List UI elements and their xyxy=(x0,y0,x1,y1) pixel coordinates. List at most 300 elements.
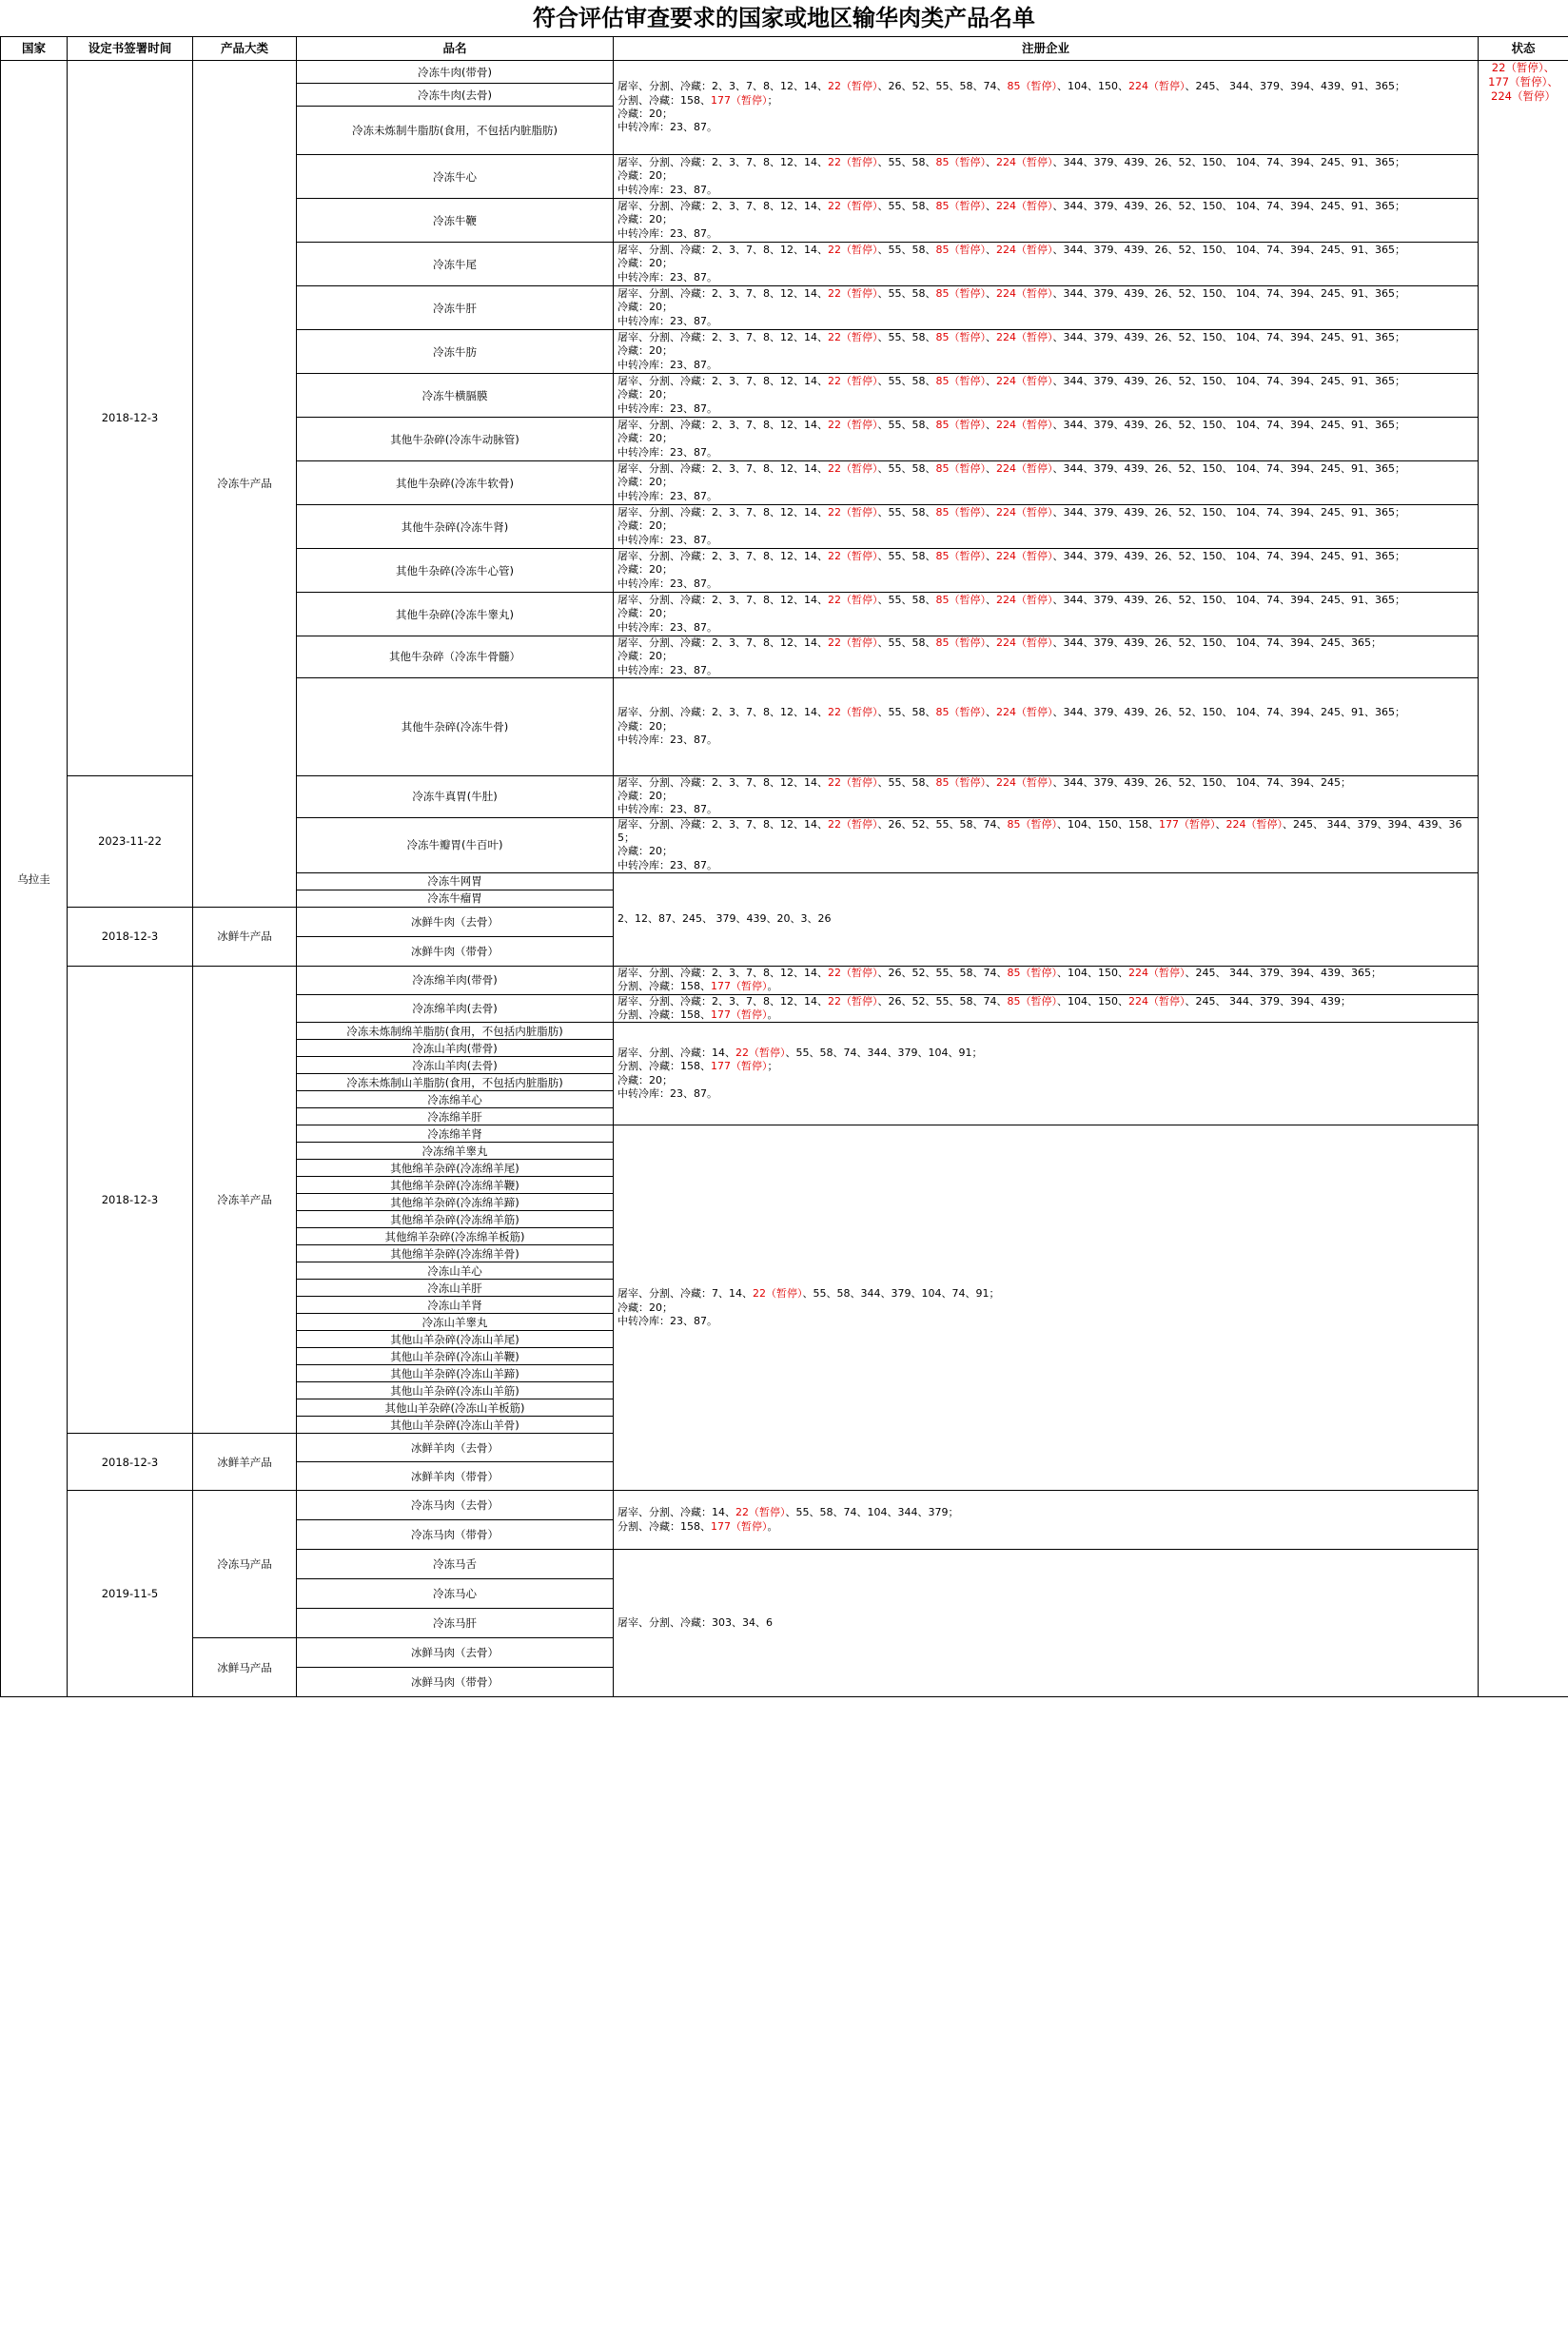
product-name-cell: 冰鲜马肉（带骨） xyxy=(297,1668,614,1697)
category-cell: 冷冻马产品 xyxy=(193,1491,297,1638)
enterprise-text: 、55、58、 xyxy=(877,506,936,519)
enterprise-line xyxy=(617,720,1474,734)
product-name-cell: 冷冻未炼制牛脂肪(食用，不包括内脏脂肪) xyxy=(297,107,614,155)
enterprise-text: 、 xyxy=(986,200,996,213)
enterprise-cell xyxy=(614,1125,1479,1491)
enterprise-text: 、55、58、 xyxy=(877,156,936,169)
enterprise-cell xyxy=(614,966,1479,994)
enterprise-line xyxy=(617,271,1474,284)
enterprise-cell xyxy=(614,199,1479,243)
suspended-enterprise: 85（暂停） xyxy=(1007,966,1057,979)
product-name-cell: 冷冻绵羊肝 xyxy=(297,1108,614,1125)
product-name-cell: 冷冻牛网胃 xyxy=(297,872,614,890)
suspended-enterprise: 85（暂停） xyxy=(1007,80,1057,93)
enterprise-text: ； xyxy=(767,93,778,107)
enterprise-text: 中转冷库：23、87。 xyxy=(617,401,717,415)
suspended-enterprise: 85（暂停） xyxy=(935,506,986,519)
enterprise-text: 。 xyxy=(767,980,778,993)
product-name-cell: 冷冻马肝 xyxy=(297,1609,614,1638)
suspended-enterprise: 224（暂停） xyxy=(1128,994,1186,1008)
suspended-enterprise: 85（暂停） xyxy=(935,200,986,213)
product-name-cell: 冷冻山羊肉(带骨) xyxy=(297,1040,614,1057)
enterprise-line xyxy=(617,344,1474,358)
product-name-cell: 其他绵羊杂碎(冷冻绵羊鞭) xyxy=(297,1177,614,1194)
enterprise-text: 屠宰、分割、冷藏：2、3、7、8、12、14、 xyxy=(617,80,828,93)
enterprise-line xyxy=(617,184,1474,197)
table-row xyxy=(1,966,1568,994)
enterprise-line xyxy=(617,621,1474,635)
enterprise-cell xyxy=(614,1550,1479,1697)
enterprise-text: 屠宰、分割、冷藏：14、 xyxy=(617,1506,735,1519)
product-name-cell: 其他牛杂碎（冷冻牛骨髓） xyxy=(297,636,614,678)
enterprise-line xyxy=(617,650,1474,663)
country-cell: 乌拉圭 xyxy=(1,61,68,1697)
enterprise-text: 、344、379、439、26、52、150、 104、74、394、245、91、365； xyxy=(1052,244,1405,257)
enterprise-text: 中转冷库：23、87。 xyxy=(617,620,717,634)
product-name-cell: 其他山羊杂碎(冷冻山羊板筋) xyxy=(297,1399,614,1417)
enterprise-line xyxy=(617,227,1474,241)
enterprise-line xyxy=(617,607,1474,620)
enterprise-text: 屠宰、分割、冷藏：2、3、7、8、12、14、 xyxy=(617,331,828,344)
enterprise-text: 冷藏：20； xyxy=(617,607,673,620)
suspended-enterprise: 22（暂停） xyxy=(828,636,878,649)
enterprise-text: 屠宰、分割、冷藏：2、3、7、8、12、14、 xyxy=(617,156,828,169)
enterprise-text: 、344、379、439、26、52、150、 104、74、394、245、91、365； xyxy=(1052,462,1405,476)
product-name-cell: 其他山羊杂碎(冷冻山羊骨) xyxy=(297,1417,614,1434)
enterprise-line xyxy=(617,803,1474,816)
product-name-cell: 冷冻牛尾 xyxy=(297,243,614,286)
suspended-enterprise: 224（暂停） xyxy=(996,506,1053,519)
enterprise-cell xyxy=(614,330,1479,374)
enterprise-text: 冷藏：20； xyxy=(617,301,673,314)
product-name-cell: 冷冻绵羊肉(去骨) xyxy=(297,994,614,1023)
product-name-cell: 其他牛杂碎(冷冻牛软骨) xyxy=(297,461,614,505)
suspended-enterprise: 224（暂停） xyxy=(996,156,1053,169)
suspended-enterprise: 22（暂停） xyxy=(828,419,878,432)
enterprise-cell xyxy=(614,374,1479,418)
enterprise-text: 屠宰、分割、冷藏：14、 xyxy=(617,1047,735,1060)
suspended-enterprise: 177（暂停） xyxy=(711,980,768,993)
enterprise-text: 中转冷库：23、87。 xyxy=(617,663,717,676)
enterprise-text: 2、12、87、245、 379、439、20、3、26 xyxy=(617,912,832,926)
suspended-enterprise: 224（暂停） xyxy=(996,419,1053,432)
product-name-cell: 其他绵羊杂碎(冷冻绵羊筋) xyxy=(297,1211,614,1228)
product-name-cell: 其他绵羊杂碎(冷冻绵羊蹄) xyxy=(297,1194,614,1211)
product-name-cell: 冷冻牛瘤胃 xyxy=(297,890,614,907)
suspended-enterprise: 85（暂停） xyxy=(935,462,986,476)
enterprise-text: 、344、379、439、26、52、150、 104、74、394、245、91、365； xyxy=(1052,331,1405,344)
enterprise-text: 、344、379、439、26、52、150、 104、74、394、245、91、365； xyxy=(1052,287,1405,301)
enterprise-line xyxy=(617,1087,1474,1101)
product-name-cell: 其他牛杂碎(冷冻牛动脉管) xyxy=(297,418,614,461)
enterprise-text: 屠宰、分割、冷藏：2、3、7、8、12、14、 xyxy=(617,550,828,563)
enterprise-cell xyxy=(614,817,1479,872)
enterprise-text: 、 xyxy=(1215,817,1226,831)
enterprise-text: 、 xyxy=(986,287,996,301)
enterprise-text: 冷藏：20； xyxy=(617,476,673,489)
enterprise-text: 、 xyxy=(986,636,996,649)
suspended-enterprise: 85（暂停） xyxy=(935,550,986,563)
suspended-enterprise: 224（暂停） xyxy=(996,375,1053,388)
enterprise-line xyxy=(617,1008,1474,1022)
header-enterprises: 注册企业 xyxy=(614,37,1479,61)
enterprise-line xyxy=(617,462,1474,476)
product-name-cell: 冷冻山羊肉(去骨) xyxy=(297,1057,614,1074)
enterprise-line xyxy=(617,1315,1474,1328)
enterprise-line xyxy=(617,534,1474,547)
enterprise-cell xyxy=(614,286,1479,330)
suspended-enterprise: 224（暂停） xyxy=(996,287,1053,301)
enterprise-line xyxy=(617,1520,1474,1534)
enterprise-cell xyxy=(614,636,1479,678)
enterprise-cell xyxy=(614,461,1479,505)
suspended-enterprise: 224（暂停） xyxy=(996,706,1053,719)
suspended-enterprise: 85（暂停） xyxy=(935,636,986,649)
suspended-enterprise: 85（暂停） xyxy=(935,156,986,169)
enterprise-text: 、55、58、74、104、344、379； xyxy=(785,1506,959,1519)
product-list-table xyxy=(0,36,1568,1697)
enterprise-cell xyxy=(614,549,1479,593)
enterprise-line xyxy=(617,315,1474,328)
enterprise-text: 屠宰、分割、冷藏：2、3、7、8、12、14、 xyxy=(617,966,828,979)
enterprise-text: 、55、58、344、379、104、74、91； xyxy=(802,1287,1000,1301)
product-name-cell: 冷冻牛肝 xyxy=(297,286,614,330)
category-cell: 冰鲜马产品 xyxy=(193,1638,297,1697)
suspended-enterprise: 85（暂停） xyxy=(935,706,986,719)
product-name-cell: 冷冻牛肉(带骨) xyxy=(297,61,614,84)
product-name-cell: 其他牛杂碎(冷冻牛骨) xyxy=(297,677,614,775)
enterprise-line xyxy=(617,776,1474,790)
enterprise-text: 屠宰、分割、冷藏：2、3、7、8、12、14、 xyxy=(617,994,828,1008)
category-cell: 冷冻羊产品 xyxy=(193,966,297,1433)
enterprise-line xyxy=(617,200,1474,213)
enterprise-line xyxy=(617,169,1474,183)
enterprise-line xyxy=(617,912,1474,926)
enterprise-text: 中转冷库：23、87。 xyxy=(617,121,717,134)
enterprise-text: 、55、58、 xyxy=(877,636,936,649)
enterprise-text: 冷藏：20； xyxy=(617,790,673,803)
suspended-enterprise: 22（暂停） xyxy=(735,1047,786,1060)
enterprise-line xyxy=(617,563,1474,577)
enterprise-text: 、 xyxy=(986,462,996,476)
suspended-enterprise: 177（暂停） xyxy=(1159,817,1216,831)
enterprise-line xyxy=(617,1301,1474,1315)
product-name-cell: 其他牛杂碎(冷冻牛睾丸) xyxy=(297,593,614,636)
category-cell: 冷冻牛产品 xyxy=(193,61,297,908)
enterprise-line xyxy=(617,519,1474,533)
header-category: 产品大类 xyxy=(193,37,297,61)
enterprise-text: 冷藏：20； xyxy=(617,719,673,733)
enterprise-text: 、 xyxy=(986,506,996,519)
header-product: 品名 xyxy=(297,37,614,61)
product-name-cell: 冷冻牛肉(去骨) xyxy=(297,84,614,107)
date-cell: 2018-12-3 xyxy=(68,61,193,776)
enterprise-line xyxy=(617,1060,1474,1073)
enterprise-line xyxy=(617,995,1474,1008)
product-name-cell: 其他绵羊杂碎(冷冻绵羊骨) xyxy=(297,1245,614,1262)
enterprise-cell xyxy=(614,418,1479,461)
enterprise-cell xyxy=(614,61,1479,155)
suspended-enterprise: 22（暂停） xyxy=(828,244,878,257)
enterprise-text: 、344、379、439、26、52、150、 104、74、394、245、91、365； xyxy=(1052,156,1405,169)
enterprise-text: 、245、 344、379、394、439、365； xyxy=(1185,966,1382,979)
enterprise-text: 屠宰、分割、冷藏：7、14、 xyxy=(617,1287,753,1301)
enterprise-text: 、55、58、 xyxy=(877,244,936,257)
suspended-enterprise: 224（暂停） xyxy=(996,594,1053,607)
enterprise-cell xyxy=(614,872,1479,966)
product-name-cell: 冰鲜羊肉（带骨） xyxy=(297,1462,614,1491)
header-status: 状态 xyxy=(1479,37,1568,61)
suspended-enterprise: 22（暂停） xyxy=(828,200,878,213)
enterprise-text: 、104、150、 xyxy=(1057,966,1128,979)
product-name-cell: 冷冻牛真胃(牛肚) xyxy=(297,775,614,817)
suspended-enterprise: 85（暂停） xyxy=(935,594,986,607)
enterprise-text: 、26、52、55、58、74、 xyxy=(877,994,1008,1008)
enterprise-text: 冷藏：20； xyxy=(617,845,673,858)
product-name-cell: 其他山羊杂碎(冷冻山羊鞭) xyxy=(297,1348,614,1365)
enterprise-line xyxy=(617,156,1474,169)
enterprise-text: 屠宰、分割、冷藏：2、3、7、8、12、14、 xyxy=(617,462,828,476)
status-cell: 22（暂停）、177（暂停）、224（暂停） xyxy=(1479,61,1568,1697)
enterprise-text: 、 xyxy=(986,775,996,789)
suspended-enterprise: 224（暂停） xyxy=(996,244,1053,257)
enterprise-line xyxy=(617,213,1474,226)
suspended-enterprise: 224（暂停） xyxy=(1225,817,1283,831)
enterprise-text: 、245、 344、379、394、439； xyxy=(1185,994,1351,1008)
enterprise-text: 中转冷库：23、87。 xyxy=(617,1314,717,1327)
enterprise-text: 分割、冷藏：158、 xyxy=(617,1008,711,1021)
suspended-enterprise: 22（暂停） xyxy=(828,375,878,388)
enterprise-line xyxy=(617,490,1474,503)
enterprise-text: 分割、冷藏：158、 xyxy=(617,93,711,107)
table-row xyxy=(1,1491,1568,1520)
suspended-enterprise: 177（暂停） xyxy=(711,1519,768,1533)
product-name-cell: 冰鲜马肉（去骨） xyxy=(297,1638,614,1668)
suspended-enterprise: 85（暂停） xyxy=(935,775,986,789)
suspended-enterprise: 85（暂停） xyxy=(935,244,986,257)
product-name-cell: 冷冻马舌 xyxy=(297,1550,614,1579)
enterprise-text: 中转冷库：23、87。 xyxy=(617,183,717,196)
enterprise-line xyxy=(617,359,1474,372)
product-name-cell: 其他牛杂碎(冷冻牛肾) xyxy=(297,505,614,549)
suspended-enterprise: 22（暂停） xyxy=(735,1506,786,1519)
enterprise-text: 中转冷库：23、87。 xyxy=(617,314,717,327)
enterprise-line xyxy=(617,577,1474,591)
enterprise-text: 屠宰、分割、冷藏：2、3、7、8、12、14、 xyxy=(617,419,828,432)
enterprise-text: 冷藏：20； xyxy=(617,344,673,358)
enterprise-line xyxy=(617,1506,1474,1519)
enterprise-text: 冷藏：20； xyxy=(617,169,673,183)
suspended-enterprise: 177（暂停） xyxy=(711,1008,768,1021)
enterprise-cell xyxy=(614,243,1479,286)
suspended-enterprise: 22（暂停） xyxy=(828,966,878,979)
enterprise-line xyxy=(617,402,1474,416)
suspended-enterprise: 22（暂停） xyxy=(828,775,878,789)
enterprise-line xyxy=(617,432,1474,445)
enterprise-cell xyxy=(614,1023,1479,1125)
enterprise-text: 、26、52、55、58、74、 xyxy=(877,80,1008,93)
enterprise-line xyxy=(617,476,1474,489)
enterprise-text: 、55、58、 xyxy=(877,419,936,432)
enterprise-text: 、245、 344、379、394、439、365； xyxy=(617,817,1462,845)
enterprise-text: 冷藏：20； xyxy=(617,388,673,401)
enterprise-text: 屠宰、分割、冷藏：2、3、7、8、12、14、 xyxy=(617,200,828,213)
suspended-enterprise: 22（暂停） xyxy=(828,994,878,1008)
enterprise-line xyxy=(617,388,1474,401)
suspended-enterprise: 22（暂停） xyxy=(828,594,878,607)
enterprise-text: 、 xyxy=(986,594,996,607)
enterprise-text: 、344、379、439、26、52、150、 104、74、394、245、91、365； xyxy=(1052,200,1405,213)
suspended-enterprise: 85（暂停） xyxy=(935,375,986,388)
enterprise-text: ； xyxy=(767,1060,778,1073)
table-row xyxy=(1,61,1568,84)
suspended-enterprise: 224（暂停） xyxy=(996,550,1053,563)
enterprise-text: 、104、150、 xyxy=(1057,80,1128,93)
suspended-enterprise: 177（暂停） xyxy=(711,93,768,107)
product-name-cell: 冷冻牛肪 xyxy=(297,330,614,374)
enterprise-line xyxy=(617,790,1474,803)
suspended-enterprise: 22（暂停） xyxy=(828,331,878,344)
product-name-cell: 冰鲜羊肉（去骨） xyxy=(297,1434,614,1462)
product-name-cell: 其他绵羊杂碎(冷冻绵羊尾) xyxy=(297,1160,614,1177)
enterprise-text: 、344、379、439、26、52、150、 104、74、394、245、91、365； xyxy=(1052,706,1405,719)
enterprise-text: 、344、379、439、26、52、150、 104、74、394、245、91、365； xyxy=(1052,550,1405,563)
enterprise-line xyxy=(617,80,1474,93)
product-name-cell: 冷冻牛心 xyxy=(297,155,614,199)
suspended-enterprise: 22（暂停） xyxy=(828,80,878,93)
product-name-cell: 冷冻马肉（去骨） xyxy=(297,1491,614,1520)
enterprise-text: 冷藏：20； xyxy=(617,108,673,120)
enterprise-text: 屠宰、分割、冷藏：2、3、7、8、12、14、 xyxy=(617,287,828,301)
header-date: 设定书签署时间 xyxy=(68,37,193,61)
product-name-cell: 冷冻绵羊心 xyxy=(297,1091,614,1108)
enterprise-text: 屠宰、分割、冷藏：2、3、7、8、12、14、 xyxy=(617,375,828,388)
enterprise-line xyxy=(617,664,1474,677)
enterprise-line xyxy=(617,331,1474,344)
enterprise-text: 、55、58、 xyxy=(877,462,936,476)
product-name-cell: 冷冻未炼制绵羊脂肪(食用，不包括内脏脂肪) xyxy=(297,1023,614,1040)
enterprise-text: 分割、冷藏：158、 xyxy=(617,1060,711,1073)
suspended-enterprise: 22（暂停） xyxy=(828,506,878,519)
enterprise-text: 、55、58、 xyxy=(877,200,936,213)
suspended-enterprise: 22（暂停） xyxy=(828,462,878,476)
header-row xyxy=(1,37,1568,61)
enterprise-text: 冷藏：20； xyxy=(617,213,673,226)
enterprise-text: 、245、 344、379、394、439、91、365； xyxy=(1185,80,1405,93)
page-title: 符合评估审查要求的国家或地区输华肉类产品名单 xyxy=(533,5,1035,31)
enterprise-line xyxy=(617,594,1474,607)
enterprise-text: 、 xyxy=(986,375,996,388)
enterprise-line xyxy=(617,108,1474,121)
enterprise-text: 、55、58、 xyxy=(877,706,936,719)
enterprise-text: 、55、58、 xyxy=(877,287,936,301)
enterprise-cell xyxy=(614,155,1479,199)
header-country: 国家 xyxy=(1,37,68,61)
category-cell: 冰鲜牛产品 xyxy=(193,907,297,966)
enterprise-line xyxy=(617,845,1474,858)
enterprise-line xyxy=(617,1616,1474,1630)
suspended-enterprise: 224（暂停） xyxy=(996,775,1053,789)
enterprise-text: 冷藏：20； xyxy=(617,519,673,533)
enterprise-text: 冷藏：20； xyxy=(617,432,673,445)
suspended-enterprise: 85（暂停） xyxy=(935,331,986,344)
product-name-cell: 其他山羊杂碎(冷冻山羊尾) xyxy=(297,1331,614,1348)
enterprise-line xyxy=(617,301,1474,314)
enterprise-text: 中转冷库：23、87。 xyxy=(617,734,717,747)
enterprise-text: 中转冷库：23、87。 xyxy=(617,358,717,371)
enterprise-line xyxy=(617,818,1474,846)
suspended-enterprise: 224（暂停） xyxy=(1128,80,1186,93)
product-name-cell: 其他山羊杂碎(冷冻山羊筋) xyxy=(297,1382,614,1399)
enterprise-text: 中转冷库：23、87。 xyxy=(617,577,717,590)
date-cell: 2023-11-22 xyxy=(68,775,193,907)
suspended-enterprise: 22（暂停） xyxy=(828,550,878,563)
enterprise-text: 、26、52、55、58、74、 xyxy=(877,966,1008,979)
category-cell: 冰鲜羊产品 xyxy=(193,1434,297,1491)
suspended-enterprise: 85（暂停） xyxy=(935,419,986,432)
enterprise-text: 屠宰、分割、冷藏：303、34、6 xyxy=(617,1616,773,1629)
enterprise-text: 冷藏：20； xyxy=(617,1301,673,1314)
enterprise-text: 屠宰、分割、冷藏：2、3、7、8、12、14、 xyxy=(617,636,828,649)
enterprise-line xyxy=(617,1047,1474,1060)
product-name-cell: 其他牛杂碎(冷冻牛心管) xyxy=(297,549,614,593)
enterprise-text: 屠宰、分割、冷藏：2、3、7、8、12、14、 xyxy=(617,706,828,719)
enterprise-cell xyxy=(614,677,1479,775)
enterprise-text: 中转冷库：23、87。 xyxy=(617,270,717,284)
enterprise-line xyxy=(617,419,1474,432)
enterprise-text: 中转冷库：23、87。 xyxy=(617,803,717,816)
enterprise-line xyxy=(617,1074,1474,1087)
enterprise-text: 中转冷库：23、87。 xyxy=(617,1086,717,1100)
enterprise-line xyxy=(617,734,1474,747)
enterprise-line xyxy=(617,1287,1474,1301)
product-name-cell: 冷冻马肉（带骨） xyxy=(297,1520,614,1550)
product-name-cell: 冷冻绵羊肉(带骨) xyxy=(297,966,614,994)
enterprise-text: 分割、冷藏：158、 xyxy=(617,980,711,993)
enterprise-text: 、344、379、439、26、52、150、 104、74、394、245、365； xyxy=(1052,636,1382,649)
enterprise-text: 。 xyxy=(767,1008,778,1021)
enterprise-line xyxy=(617,257,1474,270)
enterprise-text: 冷藏：20； xyxy=(617,257,673,270)
date-cell: 2018-12-3 xyxy=(68,907,193,966)
enterprise-text: 、55、58、 xyxy=(877,775,936,789)
enterprise-text: 、 xyxy=(986,550,996,563)
enterprise-text: 中转冷库：23、87。 xyxy=(617,533,717,546)
date-cell: 2018-12-3 xyxy=(68,1434,193,1491)
product-name-cell: 冷冻山羊肝 xyxy=(297,1280,614,1297)
enterprise-line xyxy=(617,94,1474,108)
enterprise-text: 、26、52、55、58、74、 xyxy=(877,817,1008,831)
enterprise-text: 、 xyxy=(986,156,996,169)
suspended-enterprise: 85（暂停） xyxy=(1007,994,1057,1008)
enterprise-text: 、104、150、 xyxy=(1057,994,1128,1008)
enterprise-text: 冷藏：20； xyxy=(617,650,673,663)
enterprise-text: 中转冷库：23、87。 xyxy=(617,226,717,240)
suspended-enterprise: 224（暂停） xyxy=(996,200,1053,213)
suspended-enterprise: 224（暂停） xyxy=(996,331,1053,344)
enterprise-text: 屠宰、分割、冷藏：2、3、7、8、12、14、 xyxy=(617,244,828,257)
enterprise-text: 中转冷库：23、87。 xyxy=(617,858,717,871)
product-name-cell: 冷冻山羊肾 xyxy=(297,1297,614,1314)
enterprise-text: 。 xyxy=(767,1519,778,1533)
enterprise-text: 、55、58、 xyxy=(877,331,936,344)
product-name-cell: 冰鲜牛肉（去骨） xyxy=(297,907,614,936)
enterprise-text: 、344、379、439、26、52、150、 104、74、394、245、91、365； xyxy=(1052,375,1405,388)
enterprise-line xyxy=(617,446,1474,460)
enterprise-cell xyxy=(614,593,1479,636)
enterprise-line xyxy=(617,121,1474,134)
enterprise-text: 屠宰、分割、冷藏：2、3、7、8、12、14、 xyxy=(617,506,828,519)
